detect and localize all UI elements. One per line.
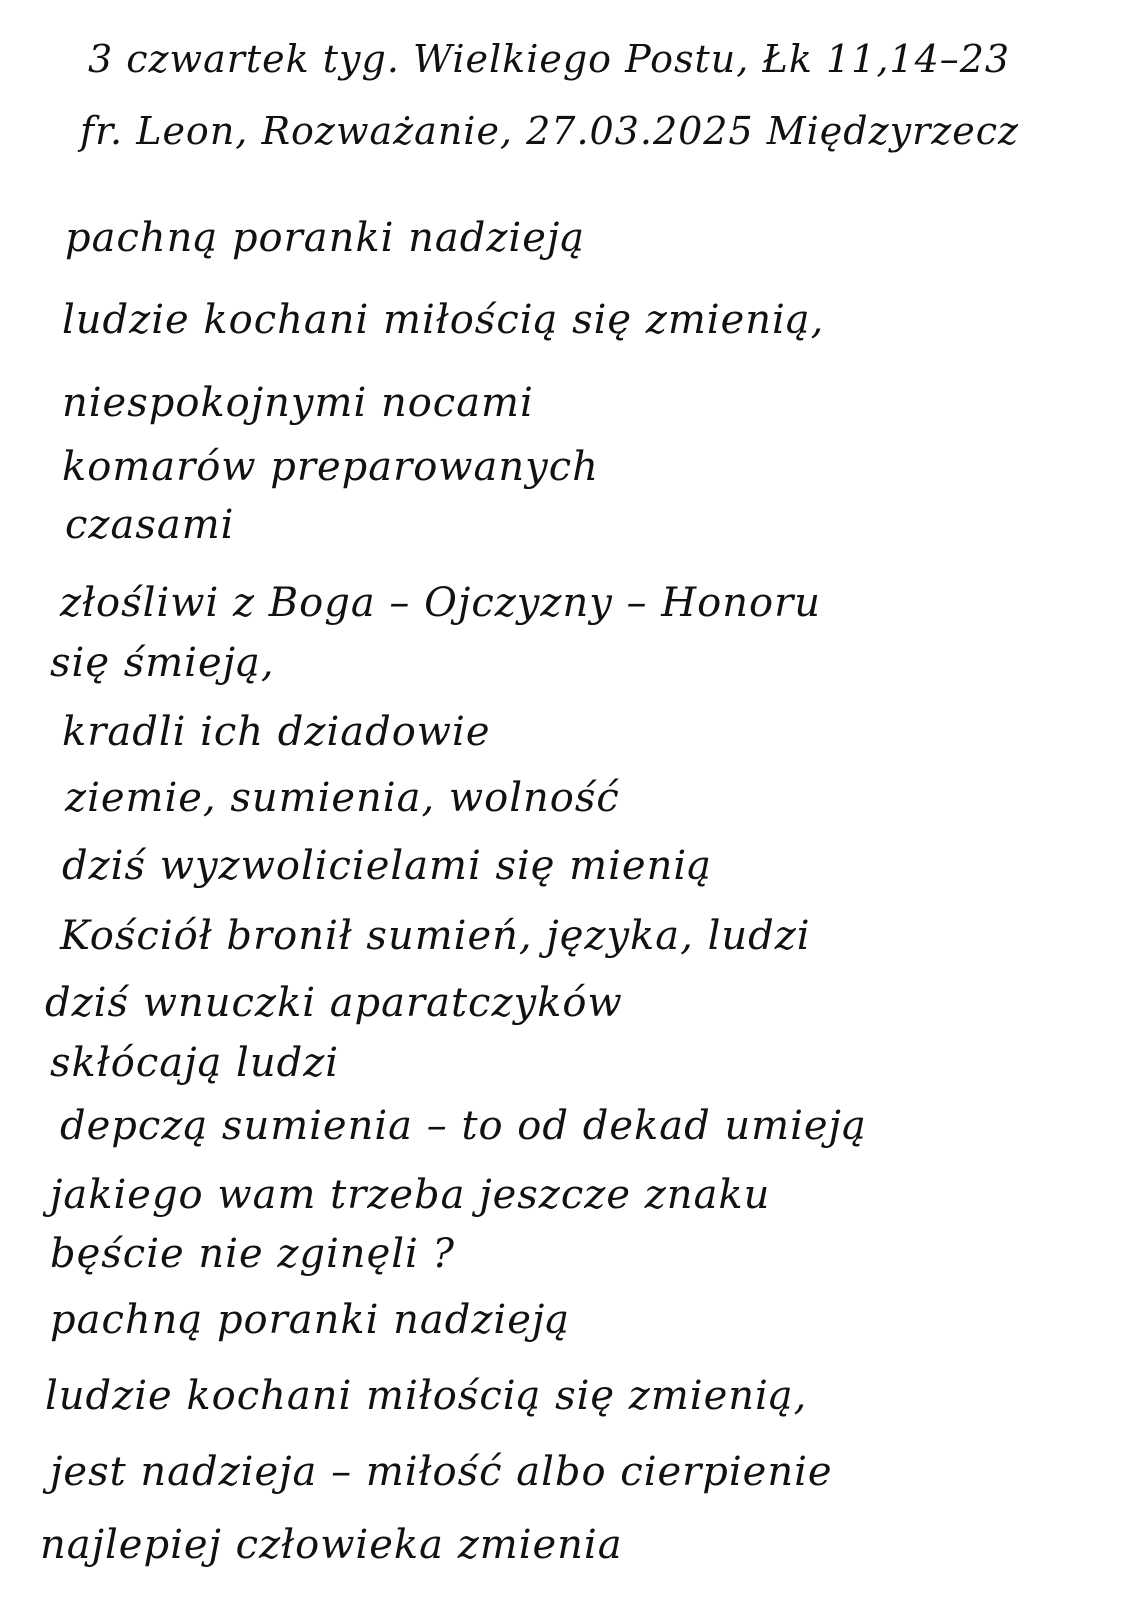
poem-line: depczą sumienia – to od dekad umieją xyxy=(60,1103,867,1149)
header-line-2: fr. Leon, Rozważanie, 27.03.2025 Międzyrzecz xyxy=(80,109,1020,153)
poem-line: najlepiej człowieka zmienia xyxy=(40,1522,623,1568)
poem-line: złośliwi z Boga – Ojczyzny – Honoru xyxy=(60,580,821,626)
poem-line: komarów preparowanych xyxy=(62,444,599,490)
header-line-1: 3 czwartek tyg. Wielkiego Postu, Łk 11,14–23 xyxy=(88,37,1011,81)
poem-line: jest nadzieja – miłość albo cierpienie xyxy=(50,1449,833,1495)
poem-line: pachną poranki nadzieją xyxy=(65,215,586,261)
poem-line: jakiego wam trzeba jeszcze znaku xyxy=(50,1172,771,1218)
poem-line: ziemie, sumienia, wolność xyxy=(65,775,620,821)
poem-line: ludzie kochani miłością się zmienią, xyxy=(62,297,825,343)
poem-line: czasami xyxy=(65,502,235,548)
poem-line: się śmieją, xyxy=(50,640,275,686)
poem-line: kradli ich dziadowie xyxy=(62,709,491,755)
poem-line: dziś wyzwolicielami się mienią xyxy=(62,843,712,889)
poem-line: ludzie kochani miłością się zmienią, xyxy=(45,1373,808,1419)
poem-line: skłócają ludzi xyxy=(50,1040,340,1086)
poem-line: pachną poranki nadzieją xyxy=(50,1297,571,1343)
poem-line: niespokojnymi nocami xyxy=(62,380,534,426)
poem-line: dziś wnuczki aparatczyków xyxy=(45,980,623,1026)
poem-line: Kościół bronił sumień, języka, ludzi xyxy=(60,913,811,959)
poem-line: bęście nie zginęli ? xyxy=(50,1231,455,1277)
